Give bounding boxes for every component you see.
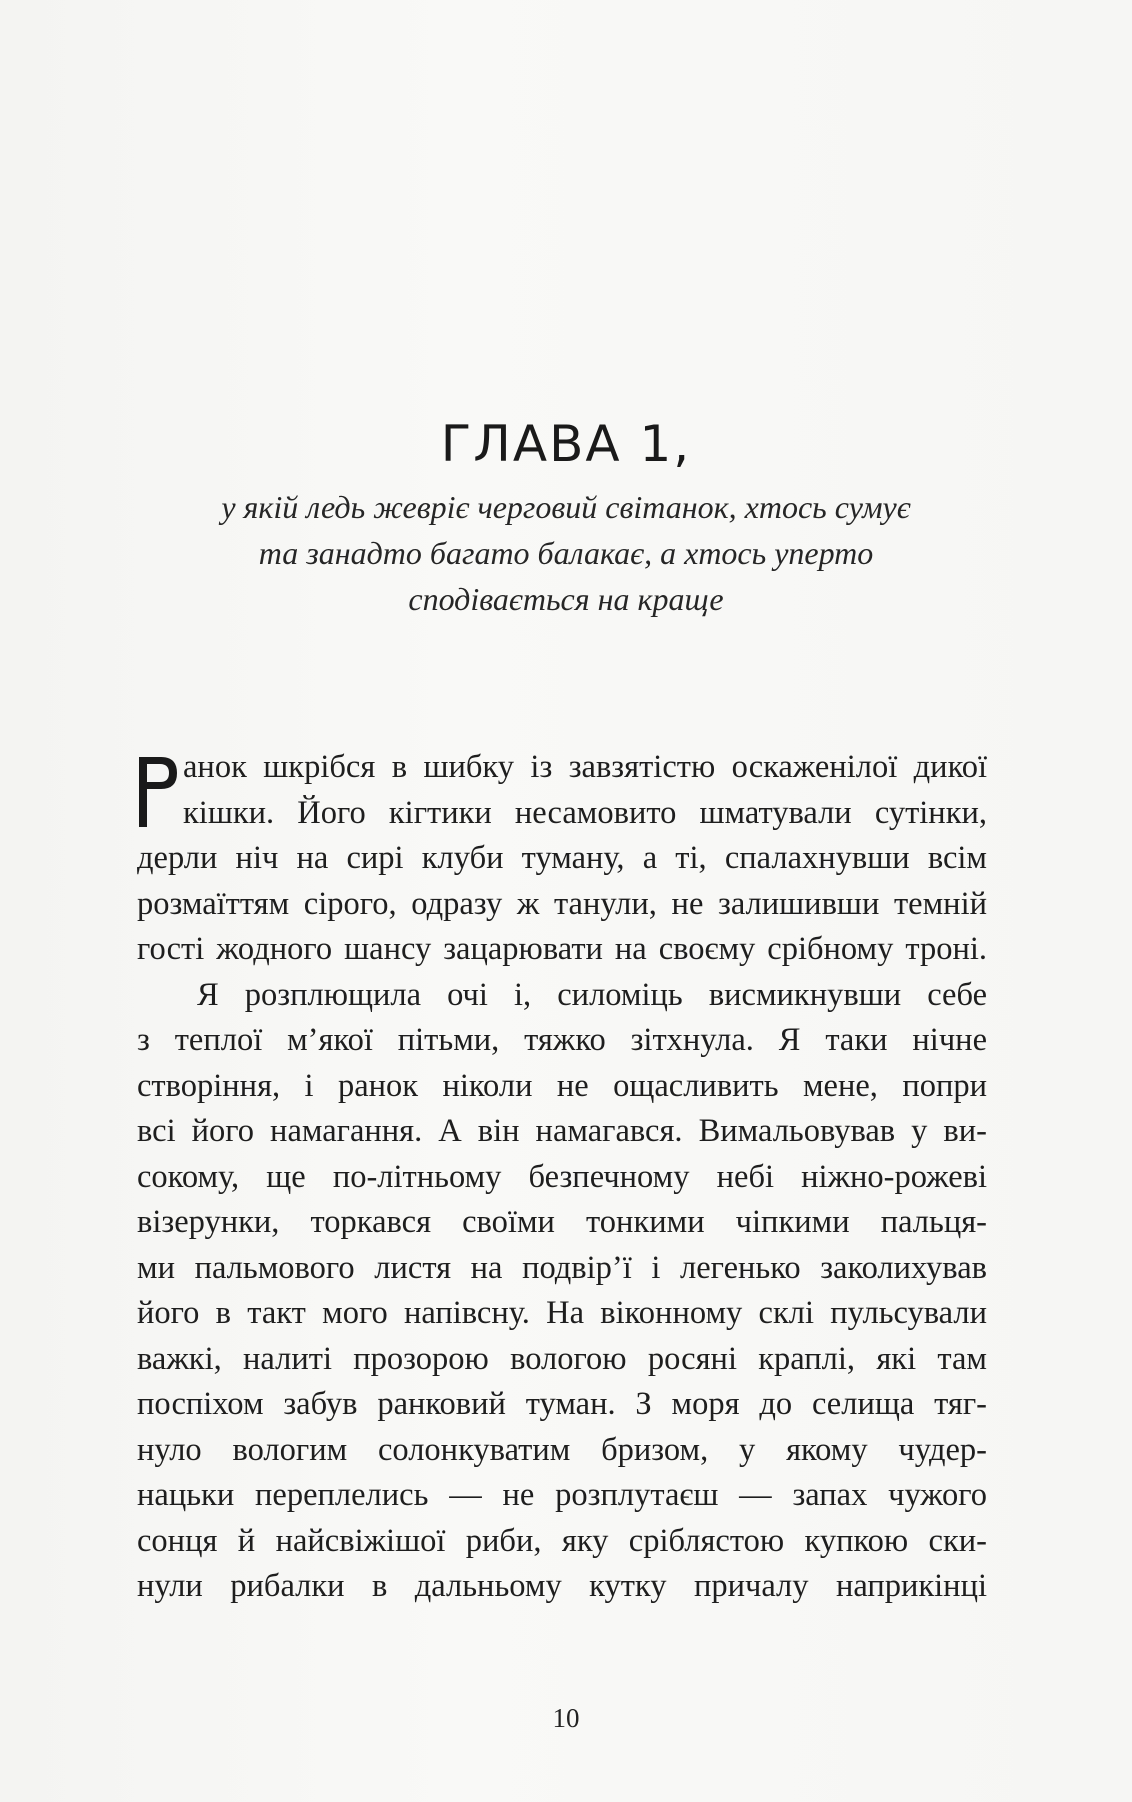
subtitle-line: та занадто багато балакає, а хтось уперто (258, 535, 874, 571)
paragraph-line: сонця й найсвіжішої риби, яку сріблястою купкою ски- (137, 1522, 987, 1559)
paragraph-line: його в такт мого напівсну. На віконному склі пульсували (137, 1295, 987, 1331)
subtitle-line: у якій ледь жевріє черговий світанок, хтось сумує (221, 489, 911, 525)
paragraph-line: ми пальмового листя на подвір’ї і легенько заколихував (137, 1249, 987, 1286)
paragraph-line: Я розплющила очі і, силоміць висмикнувши себе (197, 976, 987, 1013)
chapter-subtitle (150, 484, 982, 622)
paragraph-line: сокому, ще по-літньому безпечному небі ніжно-рожеві (137, 1158, 987, 1195)
paragraph-line: нуло вологим солонкуватим бризом, у якому чудер- (137, 1431, 987, 1468)
paragraph-line: дерли ніч на сирі клуби туману, а ті, спалахнувши всім (137, 840, 987, 876)
paragraph-line: всі його намагання. А він намагався. Вимальовував у ви- (137, 1113, 987, 1149)
paragraph-line: гості жодного шансу зацарювати на своєму срібному троні. (137, 931, 987, 967)
paragraph-line: з теплої м’якої пітьми, тяжко зітхнула. Я таки нічне (137, 1022, 987, 1058)
paragraph-line: важкі, налиті прозорою вологою росяні краплі, які там (137, 1340, 987, 1377)
paragraph-line: нацьки переплелись — не розплутаєш — запах чужого (137, 1477, 987, 1513)
paragraph-line: створіння, і ранок ніколи не ощасливить мене, попри (137, 1067, 987, 1104)
page-number: 10 (552, 1703, 580, 1733)
paragraph-line: розмаїттям сірого, одразу ж танули, не залишивши темній (137, 885, 987, 922)
drop-cap-letter (137, 753, 181, 829)
chapter-body (137, 745, 987, 1610)
paragraph-line: візерунки, торкався своїми тонкими чіпкими пальця- (137, 1204, 987, 1240)
paragraph-line: кішки. Його кігтики несамовито шматували сутінки, (183, 794, 987, 831)
paragraph-line: анок шкрібся в шибку із завзятістю оскаженілої дикої (183, 749, 987, 785)
subtitle-line: сподівається на краще (408, 581, 724, 617)
paragraph-line: нули рибалки в дальньому кутку причалу наприкінці (137, 1568, 987, 1604)
chapter-title: ГЛАВА 1, (440, 415, 692, 473)
paragraph-line: поспіхом забув ранковий туман. З моря до селища тяг- (137, 1386, 987, 1422)
